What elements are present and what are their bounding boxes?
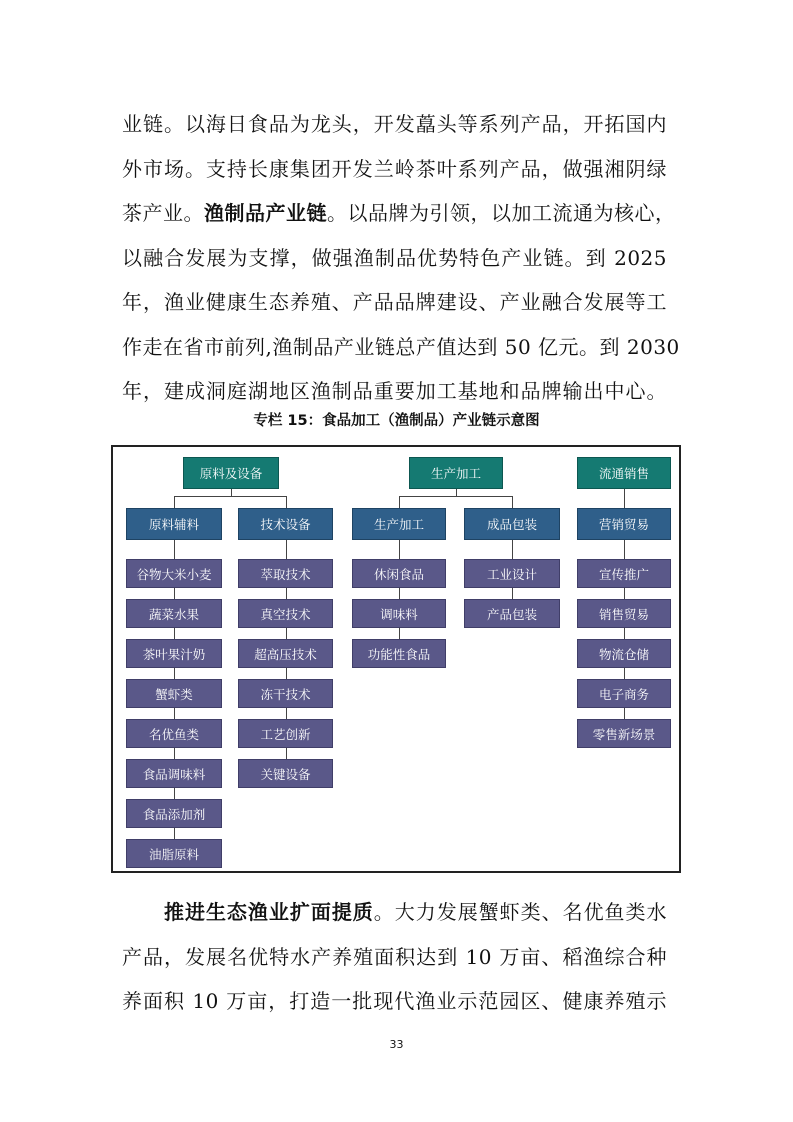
text-line: 作走在省市前列,渔制品产业链总产值达到 50 亿元。到 2030	[122, 334, 680, 359]
subcategory-node: 技术设备	[238, 508, 333, 540]
highlight-term: 推进生态渔业扩面提质	[164, 900, 374, 924]
text-line: 年，渔业健康生态养殖、产品品牌建设、产业融合发展等工	[122, 290, 667, 314]
item-node: 超高压技术	[238, 639, 333, 668]
connector-line	[286, 540, 287, 559]
connector-line	[174, 748, 175, 759]
connector-line	[174, 496, 287, 497]
connector-line	[286, 588, 287, 599]
connector-line	[399, 628, 400, 639]
item-node: 物流仓储	[577, 639, 671, 668]
item-node: 冻干技术	[238, 679, 333, 708]
item-node: 产品包装	[464, 599, 560, 628]
item-node: 零售新场景	[577, 719, 671, 748]
connector-line	[624, 489, 625, 508]
item-node: 电子商务	[577, 679, 671, 708]
item-node: 真空技术	[238, 599, 333, 628]
item-node: 销售贸易	[577, 599, 671, 628]
subcategory-node: 成品包装	[464, 508, 560, 540]
figure-caption: 专栏 15：食品加工（渔制品）产业链示意图	[253, 413, 540, 429]
item-node: 名优鱼类	[126, 719, 222, 748]
connector-line	[512, 496, 513, 508]
connector-line	[624, 708, 625, 719]
category-node: 生产加工	[409, 457, 503, 489]
connector-line	[286, 748, 287, 759]
connector-line	[174, 828, 175, 839]
text-line: 以融合发展为支撑，做强渔制品优势特色产业链。到 2025	[122, 245, 667, 270]
connector-line	[174, 588, 175, 599]
connector-line	[399, 588, 400, 599]
item-node: 油脂原料	[126, 839, 222, 868]
industry-chain-diagram	[111, 445, 681, 873]
connector-line	[624, 668, 625, 679]
text-line: 业链。以海日食品为龙头，开发藠头等系列产品，开拓国内	[122, 112, 667, 136]
item-node: 休闲食品	[352, 559, 446, 588]
item-node: 谷物大米小麦	[126, 559, 222, 588]
text-line: 年，建成洞庭湖地区渔制品重要加工基地和品牌输出中心。	[122, 379, 667, 403]
subcategory-node: 原料辅料	[126, 508, 222, 540]
category-node: 原料及设备	[183, 457, 279, 489]
text-line: 养面积 10 万亩，打造一批现代渔业示范园区、健康养殖示	[122, 989, 667, 1013]
item-node: 食品添加剂	[126, 799, 222, 828]
item-node: 调味料	[352, 599, 446, 628]
subcategory-node: 生产加工	[352, 508, 446, 540]
connector-line	[174, 496, 175, 508]
subcategory-node: 营销贸易	[577, 508, 671, 540]
item-node: 功能性食品	[352, 639, 446, 668]
item-node: 茶叶果汁奶	[126, 639, 222, 668]
item-node: 食品调味料	[126, 759, 222, 788]
connector-line	[286, 708, 287, 719]
category-node: 流通销售	[577, 457, 671, 489]
text-line: 茶产业。渔制品产业链。以品牌为引领，以加工流通为核心，	[122, 201, 676, 225]
connector-line	[286, 668, 287, 679]
connector-line	[174, 708, 175, 719]
connector-line	[624, 588, 625, 599]
connector-line	[624, 540, 625, 559]
connector-line	[512, 540, 513, 559]
connector-line	[286, 496, 287, 508]
connector-line	[399, 496, 400, 508]
item-node: 关键设备	[238, 759, 333, 788]
item-node: 工业设计	[464, 559, 560, 588]
item-node: 工艺创新	[238, 719, 333, 748]
item-node: 蟹虾类	[126, 679, 222, 708]
page-number: 33	[389, 1038, 404, 1051]
connector-line	[174, 668, 175, 679]
connector-line	[174, 628, 175, 639]
connector-line	[231, 489, 232, 496]
text-line: 外市场。支持长康集团开发兰岭茶叶系列产品，做强湘阴绿	[122, 156, 667, 181]
connector-line	[174, 788, 175, 799]
item-node: 宣传推广	[577, 559, 671, 588]
connector-line	[456, 489, 457, 496]
item-node: 萃取技术	[238, 559, 333, 588]
text-line: 产品，发展名优特水产养殖面积达到 10 万亩、稻渔综合种	[122, 944, 667, 969]
connector-line	[174, 540, 175, 559]
paragraph-top	[122, 102, 680, 414]
paragraph-bottom	[122, 890, 667, 1024]
connector-line	[399, 496, 513, 497]
text-line: 推进生态渔业扩面提质。大力发展蟹虾类、名优鱼类水	[164, 900, 668, 924]
connector-line	[286, 628, 287, 639]
connector-line	[512, 588, 513, 599]
highlight-term: 渔制品产业链	[204, 201, 327, 225]
item-node: 蔬菜水果	[126, 599, 222, 628]
connector-line	[399, 540, 400, 559]
connector-line	[624, 628, 625, 639]
